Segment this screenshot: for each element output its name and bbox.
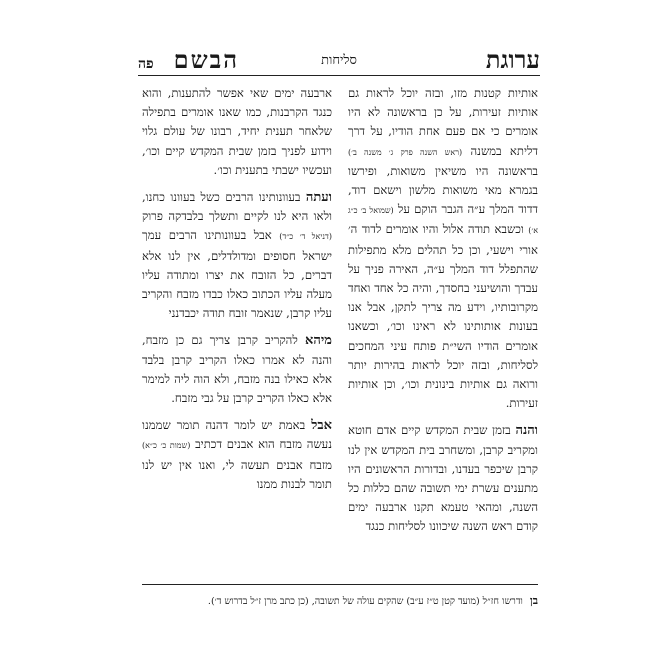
lead-word: מיהא [305, 333, 332, 349]
footnote-divider [142, 584, 538, 585]
paragraph: ארבעה ימים שאי אפשר להתענות, והוא כנגד הקרבנות, כמו שאנו אומרים בתפילה שלאחר תענית יחיד, רבונו של עולם גלוי וידוע לפניך בזמן שבית המקדש קיים וכו׳, ועכשיו ישבתי בתענית וכו׳. [142, 86, 332, 177]
paragraph: אותיות קטנות מזו, ובזה יוכל לראות גם אותיות זעירות, על כן בראשונה לא היו אומרים כי אם פעם אחת הודיו, על דרך דליתא במשנה (ראש השנה פרק ג׳ משנה ב׳) בראשונה היו משיאין משואות, ופירשו בגמרא מאי משואות מלשון וישאם דוד, דדוד המלך ע״ה הגבר הוקם על (שמואל ב׳ כ״ג א׳) וכשבא תודה אלול והיו אומרים לדוד ה׳ אורי וישעי, וכן כל תהלים מלא מתפילות שהתפלל דוד המלך ע״ה, האירה פניך על עבדך והושיעני בחסדך, והיה כל אחד ואחד מקרובותיו, וידע מה צריך לתקן, אבל אנו בעונות אותותינו לא ראינו וכו׳, וכשאנו אומרים הודיו השי״ת פותח עיני המחכים לסליחות, ובזה יוכל לראות בהירות יותר ורואה גם אותיות בינונית וכו׳, וכן אותיות זעירות. [348, 86, 538, 411]
book-title: ערוגת [485, 45, 540, 74]
footnote-text: ודרשו חז״ל (מועד קטן ט״ז ע״ב) שהקים עולה של תשובה, (כן כתב מרן ז״ל בדרוש ד׳). [207, 596, 523, 607]
footnote-mark: בן [529, 594, 538, 607]
lead-word: אבל [311, 418, 332, 434]
left-column [142, 84, 332, 569]
lead-word: ועתה [305, 190, 332, 206]
page-number: פה [138, 56, 154, 72]
header-left-group [138, 45, 239, 75]
section-name: סליחות [321, 53, 357, 68]
paragraph: והנה בזמן שבית המקדש קיים אדם חוטא ומקריב קרבן, ומשחרב בית המקדש אין לנו קרבן שיכפר בעדנו, ובדורות הראשונים היו מתענים עשרת ימי תשובה שהם כללות כל השנה, ומהאי טעמא תקנו ארבעה ימים קודם ראש השנה שיכוונו לסליחות כנגד [348, 423, 538, 534]
right-column [348, 84, 538, 569]
footnote [142, 594, 538, 609]
text-columns [142, 84, 538, 569]
lead-word: והנה [515, 423, 538, 439]
paragraph: אבל באמת יש לומר דהנה תומר שממנו נעשה מזבח הוא אבנים דכתיב (שמות כ׳ כ״א) מזבח אבנים תעשה לי, ואנו אין יש לנו תומר לבנות ממנו [142, 418, 332, 491]
paragraph: ועתה בעוונותינו הרבים כשל בעוונו כחנו, ולאו היא לנו לקיים ותשלך בלבדקה פרוק (דניאל ד׳ כ״ד) אבל בעוונותינו הרבים עמך ישראל חסופים ומדולדלים, אין לנו אלא דברים, כל הזובח את יצרו ומתודה עליו מעלה עליו הכתוב כאלו כבדו מזבח והקריב עליו קרבן, שנאמר זובח תודה יכבדנני [142, 190, 332, 321]
header-title: הבשם [173, 45, 240, 74]
running-header [138, 45, 540, 76]
paragraph: מיהא להקריב קרבן צריך גם כן מזבח, והנה לא אמרו כאלו הקריב קרבן בלבד אלא כאילו בנה מזבח, ולא הוה ליה למימר אלא כאלו הקריב קרבן על גבי מזבח. [142, 333, 332, 406]
